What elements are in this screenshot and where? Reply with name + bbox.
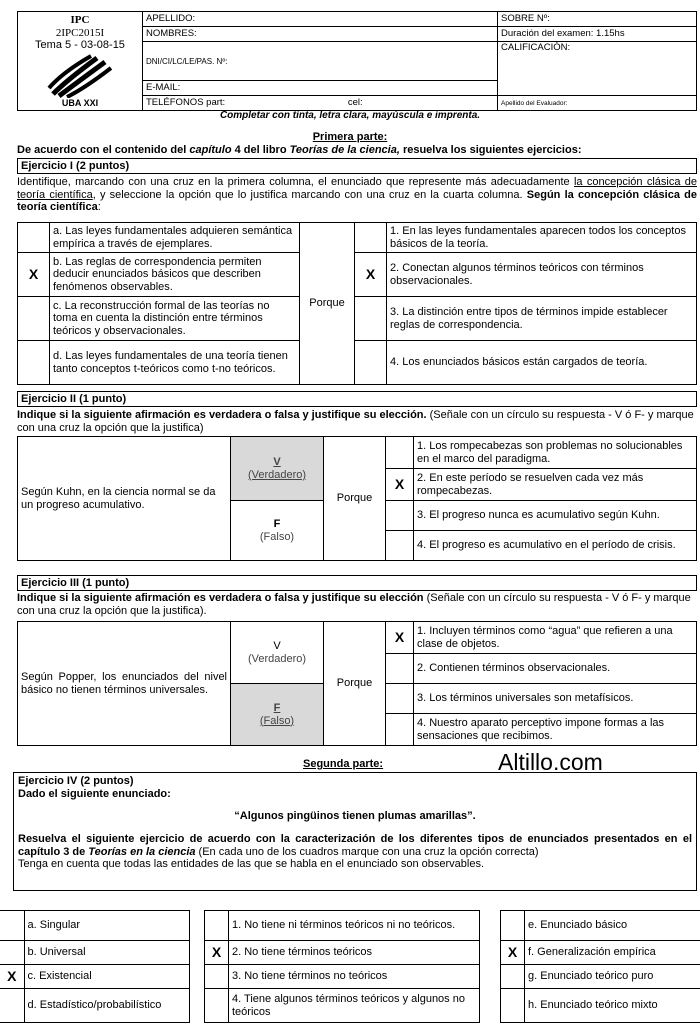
header-exam: Tema 5 - 03-08-15	[35, 39, 125, 52]
ex4-col1-option-c: c. Existencial	[24, 965, 190, 989]
ex2-title: Ejercicio II (1 punto)	[17, 391, 697, 407]
ex1-right-mark-4[interactable]	[355, 341, 387, 385]
ex3-f: F	[273, 701, 281, 714]
ex3-v: V	[273, 639, 281, 652]
ex1-right-option-3: 3. La distinción entre tipos de términos impide establecer reglas de correspondencia.	[387, 297, 697, 341]
ex4-quote: “Algunos pingüinos tienen plumas amarillas”.	[234, 810, 476, 823]
duracion-field: Duración del examen: 1.15hs	[498, 27, 697, 42]
ex3-table	[17, 621, 697, 746]
ex1-left-option-d: d. Las leyes fundamentales de una teoría tienen tanto conceptos t-teóricos como t-no teóricos.	[50, 341, 300, 385]
ex4-col2-option-2: 2. No tiene términos teóricos	[229, 941, 480, 965]
ex3-option-4: 4. Nuestro aparato perceptivo impone formas a las sensaciones que recibimos.	[414, 714, 697, 746]
ex4-col3-option-h: h. Enunciado teórico mixto	[525, 989, 700, 1023]
ex3-false-option[interactable]	[231, 684, 324, 746]
ex4-note: Tenga en cuenta que todas las entidades de las que se habla en el enunciado son observables.	[18, 858, 485, 871]
ex4-col1-mark-d[interactable]	[0, 989, 24, 1023]
ex3-f-sub: (Falso)	[259, 714, 295, 727]
ex3-v-sub: (Verdadero)	[247, 652, 307, 665]
ex2-porque: Porque	[324, 437, 386, 561]
ex1-right-option-4: 4. Los enunciados básicos están cargados de teoría.	[387, 341, 697, 385]
ex4-col3-option-e: e. Enunciado básico	[525, 911, 700, 941]
ex4-col1-option-b: b. Universal	[24, 941, 190, 965]
ex4-col2-option-4: 4. Tiene algunos términos teóricos y algunos no teóricos	[229, 989, 480, 1023]
header-code: IPC	[70, 14, 90, 26]
part2-title: Segunda parte:	[303, 758, 384, 770]
email-field[interactable]: E-MAIL:	[143, 81, 498, 96]
ex2-mark-3[interactable]	[386, 501, 414, 531]
watermark-text: Altillo.com	[498, 749, 603, 775]
ex2-option-3: 3. El progreso nunca es acumulativo según Kuhn.	[414, 501, 697, 531]
ex3-title: Ejercicio III (1 punto)	[17, 575, 697, 591]
ex2-mark-2[interactable]: X	[386, 469, 414, 501]
ex3-mark-3[interactable]	[386, 684, 414, 714]
ex3-mark-1[interactable]: X	[386, 622, 414, 654]
ex4-col3-option-g: g. Enunciado teórico puro	[525, 965, 700, 989]
ex2-table	[17, 436, 697, 561]
ex2-option-1: 1. Los rompecabezas son problemas no solucionables en el marco del paradigma.	[414, 437, 697, 469]
ex3-mark-2[interactable]	[386, 654, 414, 684]
ex1-title: Ejercicio I (2 puntos)	[17, 158, 697, 174]
ex4-col2-table	[204, 910, 480, 1023]
ex3-true-option[interactable]	[231, 622, 324, 684]
ex1-right-option-2: 2. Conectan algunos términos teóricos con términos observacionales.	[387, 253, 697, 297]
uba-logo-icon	[45, 54, 115, 98]
ex4-col2-option-3: 3. No tiene términos no teóricos	[229, 965, 480, 989]
ex4-col3-mark-f[interactable]: X	[501, 941, 525, 965]
ex3-statement: Según Popper, los enunciados del nivel básico no tienen términos universales.	[18, 622, 231, 746]
ex1-left-option-b: b. Las reglas de correspondencia permiten deducir enunciados básicos que describen fenómenos observables.	[50, 253, 300, 297]
header-course: 2IPC2015I	[55, 26, 105, 39]
ex4-col1-option-d: d. Estadístico/probabilístico	[24, 989, 190, 1023]
nombres-field[interactable]: NOMBRES:	[143, 27, 498, 42]
ex4-col1-option-a: a. Singular	[24, 911, 190, 941]
ex4-col3-mark-g[interactable]	[501, 965, 525, 989]
ex4-subtitle: Dado el siguiente enunciado:	[18, 787, 171, 800]
header-logo-cell	[18, 12, 143, 111]
ex3-mark-4[interactable]	[386, 714, 414, 746]
ex1-right-mark-2[interactable]: X	[355, 253, 387, 297]
ex4-col3-mark-e[interactable]	[501, 911, 525, 941]
telefonos-field[interactable]	[143, 96, 498, 111]
header-logo-text: UBA XXI	[61, 97, 99, 108]
ex3-option-3: 3. Los términos universales son metafísicos.	[414, 684, 697, 714]
ex1-left-mark-d[interactable]	[18, 341, 50, 385]
telefonos-label: TELÉFONOS part:	[146, 96, 226, 108]
ex4-col2-mark-4[interactable]	[205, 989, 229, 1023]
ex3-instruction: Indique si la siguiente afirmación es verdadera o falsa y justifique su elección (Señale con un círculo su respuesta - V ó F- y marque con una cruz la opción que la justifica).	[17, 592, 691, 617]
ex2-instruction: Indique si la siguiente afirmación es verdadera o falsa y justifique su elección. (Señale con un círculo su respuesta - V ó F- y marque con una cruz la opción que la justifica)	[17, 409, 694, 434]
ex2-false-option[interactable]	[231, 501, 324, 561]
ex2-option-2: 2. En este período se resuelven cada vez más rompecabezas.	[414, 469, 697, 501]
apellido-field[interactable]: APELLIDO:	[143, 12, 498, 27]
ex4-col2-mark-1[interactable]	[205, 911, 229, 941]
ex1-left-mark-a[interactable]	[18, 223, 50, 253]
ex4-col3-mark-h[interactable]	[501, 989, 525, 1023]
ex4-col3-table	[500, 910, 700, 1023]
header-table	[17, 11, 697, 111]
dni-field[interactable]: DNI/CI/LC/LE/PAS. Nº:	[143, 42, 498, 81]
ex1-instruction: Identifique, marcando con una cruz en la primera columna, el enunciado que represente más adecuadamente la concepción clásica de teoría científica, y seleccione la opción que lo justifica marcando con una cruz en la cuarta columna. Según la concepción clásica de teoría científica:	[17, 176, 697, 214]
part1-intro: De acuerdo con el contenido del capítulo 4 del libro Teorías de la ciencia, resuelva los siguientes ejercicios:	[17, 144, 582, 156]
cel-label: cel:	[347, 96, 363, 108]
ex1-left-mark-b[interactable]: X	[18, 253, 50, 297]
ex1-left-mark-c[interactable]	[18, 297, 50, 341]
ex3-porque: Porque	[324, 622, 386, 746]
ex4-title: Ejercicio IV (2 puntos)	[18, 775, 134, 787]
ex4-col1-mark-a[interactable]	[0, 911, 24, 941]
ex3-option-1: 1. Incluyen términos como “agua” que refieren a una clase de objetos.	[414, 622, 697, 654]
calificacion-field[interactable]: CALIFICACIÓN:	[498, 42, 697, 96]
ex2-v-sub: (Verdadero)	[247, 468, 307, 481]
ex2-true-option[interactable]	[231, 437, 324, 501]
ex4-col2-mark-3[interactable]	[205, 965, 229, 989]
ex4-col1-table	[0, 910, 190, 1023]
ex3-option-2: 2. Contienen términos observacionales.	[414, 654, 697, 684]
ex4-col3-option-f: f. Generalización empírica	[525, 941, 700, 965]
ex1-left-option-c: c. La reconstrucción formal de las teorías no toma en cuenta la distinción entre términos teóricos y observacionales.	[50, 297, 300, 341]
ex4-col1-mark-b[interactable]	[0, 941, 24, 965]
ex2-mark-4[interactable]	[386, 531, 414, 561]
ex1-right-mark-1[interactable]	[355, 223, 387, 253]
ex4-col2-option-1: 1. No tiene ni términos teóricos ni no teóricos.	[229, 911, 480, 941]
ex1-right-option-1: 1. En las leyes fundamentales aparecen todos los conceptos básicos de la teoría.	[387, 223, 697, 253]
ex4-instruction: Resuelva el siguiente ejercicio de acuerdo con la caracterización de los diferentes tipos de enunciados presentados en el capítulo 3 de Teorías en la ciencia (En cada uno de los cuadros marque con una cruz la opción correcta)	[18, 832, 692, 858]
ex1-right-mark-3[interactable]	[355, 297, 387, 341]
ex2-statement: Según Kuhn, en la ciencia normal se da un progreso acumulativo.	[18, 437, 231, 561]
ex1-table	[17, 222, 697, 385]
ex2-mark-1[interactable]	[386, 437, 414, 469]
ex2-f: F	[273, 517, 281, 530]
ex1-porque: Porque	[300, 223, 355, 385]
header-instruction: Completar con tinta, letra clara, mayúscula e imprenta.	[219, 110, 481, 121]
ex2-v: V	[273, 455, 281, 468]
part1-title: Primera parte:	[312, 131, 388, 143]
evaluador-field[interactable]: Apellido del Evaluador:	[498, 96, 697, 111]
sobre-field[interactable]: SOBRE Nº:	[498, 12, 697, 27]
ex4-col1-mark-c[interactable]: X	[0, 965, 24, 989]
ex2-f-sub: (Falso)	[259, 530, 295, 543]
ex2-option-4: 4. El progreso es acumulativo en el período de crisis.	[414, 531, 697, 561]
ex4-col2-mark-2[interactable]: X	[205, 941, 229, 965]
ex1-left-option-a: a. Las leyes fundamentales adquieren semántica empírica a través de ejemplares.	[50, 223, 300, 253]
ex4-box	[13, 772, 697, 891]
